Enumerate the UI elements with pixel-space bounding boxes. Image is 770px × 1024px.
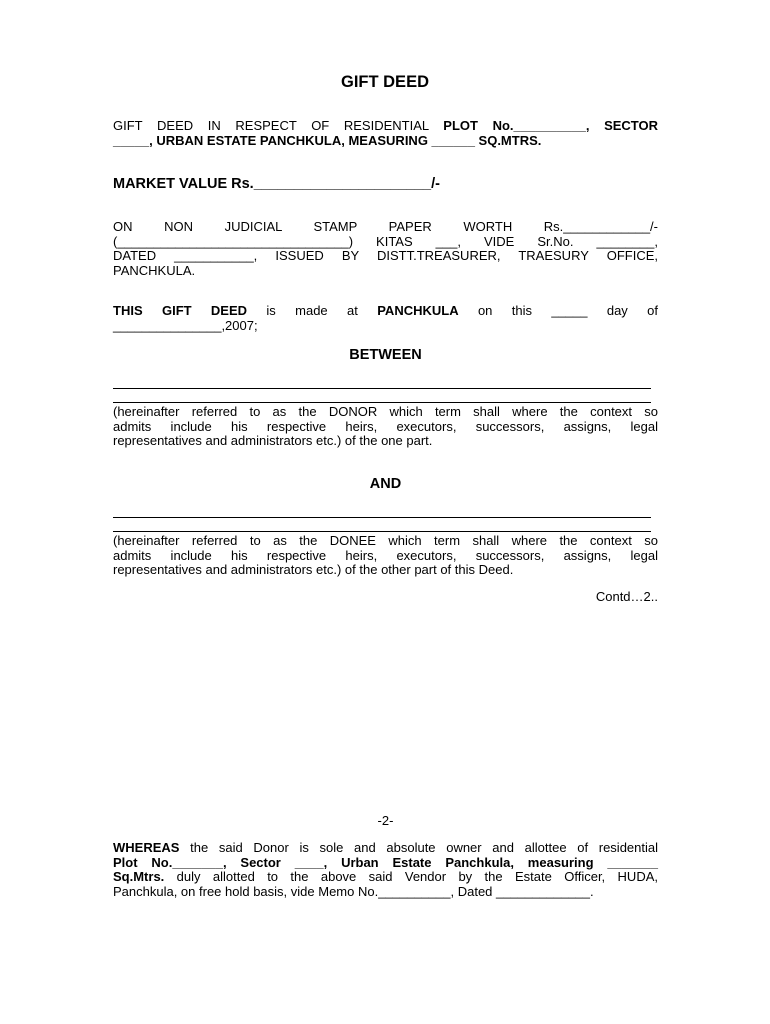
respect-paragraph: GIFT DEED IN RESPECT OF RESIDENTIAL PLOT No.__________, SECTOR _____, URBAN ESTATE PANCHKULA, MEASURING ______ SQ.MTRS.	[113, 118, 659, 148]
donee-paragraph: (hereinafter referred to as the DONEE which term shall where the context so admits include his respective heirs, executors, successors, assigns, legal representatives and administrators etc.) of the other part of this Deed.	[113, 533, 658, 577]
donor-name-line-1	[113, 388, 651, 389]
between-heading: BETWEEN	[349, 347, 422, 363]
donor-name-line-2	[113, 402, 651, 403]
continued-note: Contd…2..	[595, 589, 658, 604]
donee-name-line-2	[113, 531, 651, 532]
donee-name-line-1	[113, 517, 651, 518]
and-heading: AND	[369, 476, 402, 492]
whereas-paragraph: WHEREAS the said Donor is sole and absolute owner and allottee of residential Plot No._______, Sector ____, Urban Estate Panchkula, measuring _______ Sq.Mtrs. duly allotted to the above said Vendor by the Estate Officer, HUDA, Panchkula, on free hold basis, vide Memo No.__________, Dated _____________.	[113, 840, 658, 899]
document-title: GIFT DEED	[340, 73, 429, 91]
market-value: MARKET VALUE Rs.______________________/-	[113, 176, 440, 192]
donor-paragraph: (hereinafter referred to as the DONOR which term shall where the context so admits include his respective heirs, executors, successors, assigns, legal representatives and administrators etc.) of the one part.	[113, 404, 658, 448]
stamp-paragraph: ON NON JUDICIAL STAMP PAPER WORTH Rs.____________/- (________________________________) KITAS ___, VIDE Sr.No. ________, DATED ___________, ISSUED BY DISTT.TREASURER, TRAESURY OFFICE, PANCHKULA.	[113, 219, 658, 278]
page-number: -2-	[377, 813, 394, 828]
made-paragraph: THIS GIFT DEED is made at PANCHKULA on this _____ day of _______________,2007;	[113, 303, 659, 333]
